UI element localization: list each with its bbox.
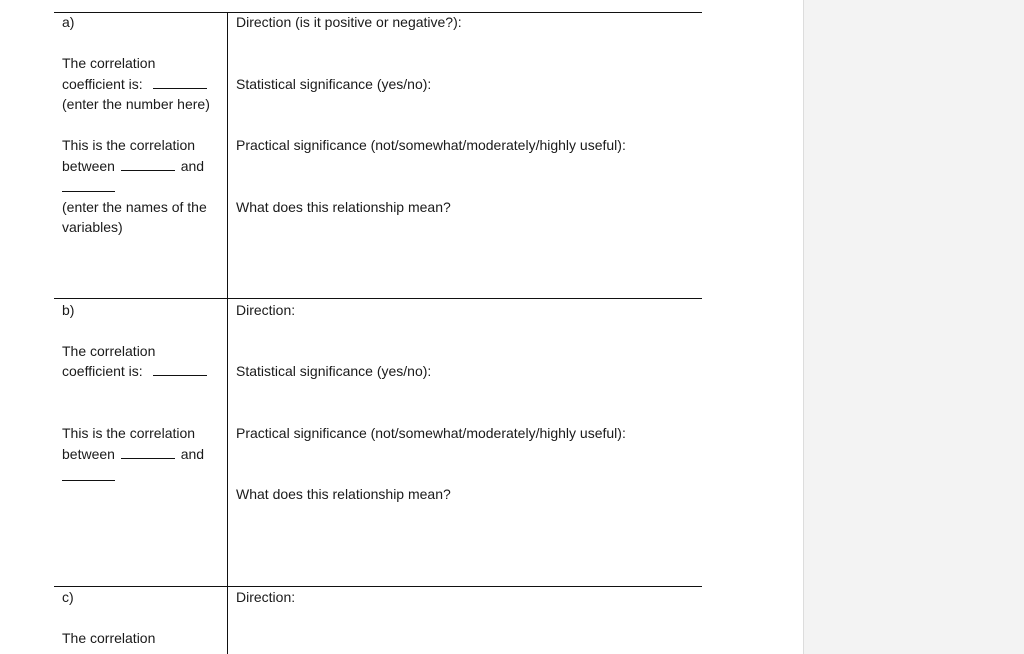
statistical-significance-question: Statistical significance (yes/no):: [236, 76, 432, 92]
coefficient-blank[interactable]: [153, 361, 207, 376]
between-word: between: [62, 446, 115, 462]
table-row-divider: [54, 586, 702, 587]
coefficient-hint: (enter the number here): [62, 96, 210, 112]
coefficient-label: The correlation: [62, 55, 156, 71]
coefficient-blank[interactable]: [153, 74, 207, 89]
section-b-label: b): [62, 302, 75, 318]
coefficient-label: The correlation: [62, 343, 156, 359]
variables-hint-line2: variables): [62, 219, 123, 235]
direction-question: Direction:: [236, 302, 296, 318]
practical-significance-question: Practical significance (not/somewhat/moderately/highly useful):: [236, 425, 626, 441]
between-line: [62, 444, 204, 464]
practical-significance-question: Practical significance (not/somewhat/moderately/highly useful):: [236, 137, 626, 153]
variable1-blank[interactable]: [121, 444, 175, 459]
relationship-meaning-question: What does this relationship mean?: [236, 486, 451, 502]
coefficient-label-line2: [62, 74, 207, 94]
between-line: [62, 156, 204, 176]
between-label: This is the correlation: [62, 425, 196, 441]
section-c-label: c): [62, 589, 74, 605]
variables-hint: (enter the names of the: [62, 199, 207, 215]
coefficient-label-text: coefficient is:: [62, 76, 143, 92]
relationship-meaning-question: What does this relationship mean?: [236, 199, 451, 215]
section-a-label: a): [62, 14, 75, 30]
coefficient-label-line2: [62, 361, 207, 381]
direction-question: Direction (is it positive or negative?):: [236, 14, 462, 30]
direction-question: Direction:: [236, 589, 296, 605]
statistical-significance-question: Statistical significance (yes/no):: [236, 363, 432, 379]
and-word: and: [180, 446, 205, 462]
variable1-blank[interactable]: [121, 156, 175, 171]
between-word: between: [62, 158, 115, 174]
between-label: This is the correlation: [62, 137, 196, 153]
table-row-divider: [54, 298, 702, 299]
variable2-blank[interactable]: [62, 480, 115, 481]
and-word: and: [180, 158, 205, 174]
coefficient-label: The correlation: [62, 630, 156, 646]
table-column-divider: [227, 12, 228, 654]
variable2-blank[interactable]: [62, 191, 115, 192]
coefficient-label-text: coefficient is:: [62, 363, 143, 379]
page-margin-area: [803, 0, 1024, 654]
